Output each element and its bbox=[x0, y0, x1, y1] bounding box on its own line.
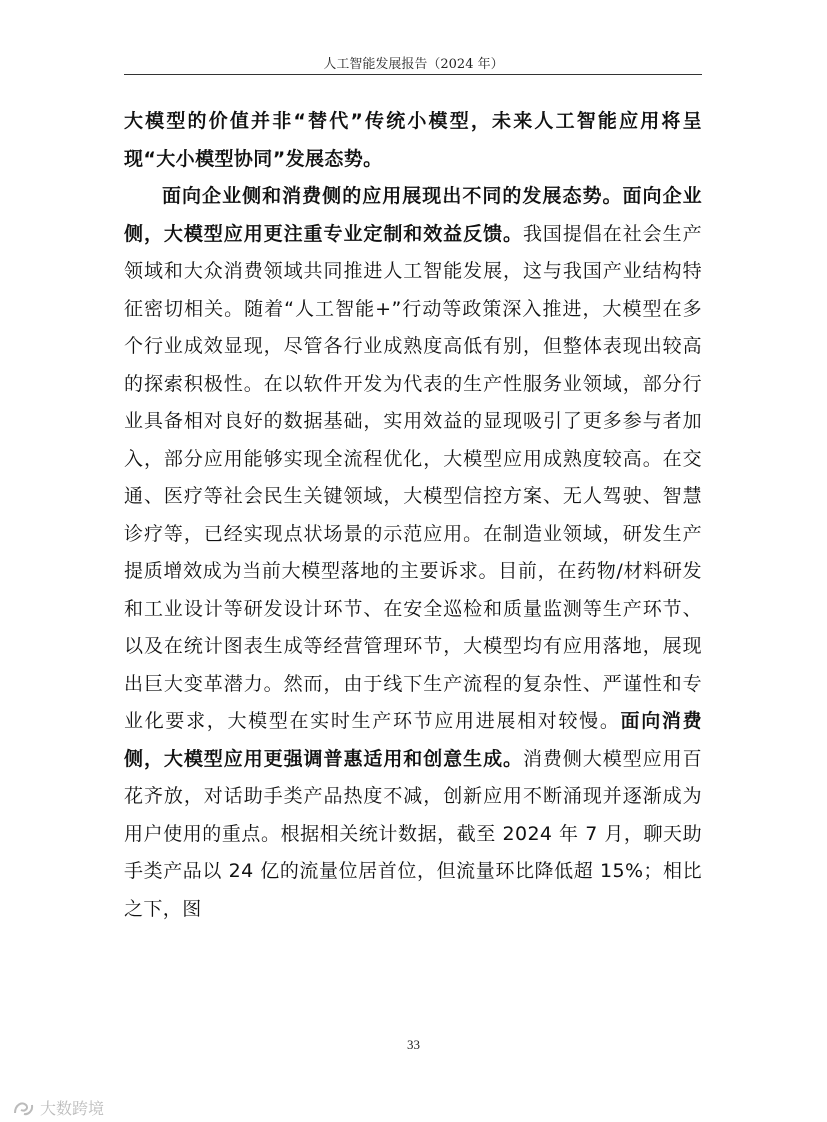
header-divider bbox=[124, 74, 702, 75]
brand-logo-icon bbox=[12, 1099, 36, 1117]
paragraph-2 bbox=[124, 178, 702, 928]
body-text-span: 消费侧大模型应用百花齐放，对话助手类产品热度不减，创新应用不断涌现并逐渐成为用户使用的重点。根据相关统计数据，截至 2024 年 7 月，聊天助手类产品以 24 亿的流量位居首位，但流量环比降低超 15%；相比之下，图 bbox=[124, 747, 702, 920]
body-text-span: 我国提倡在社会生产领域和大众消费领域共同推进人工智能发展，这与我国产业结构特征密切相关。随着“人工智能+”行动等政策深入推进，大模型在多个行业成效显现，尽管各行业成熟度高低有别，但整体表现出较高的探索积极性。在以软件开发为代表的生产性服务业领域，部分行业具备相对良好的数据基础，实用效益的显现吸引了更多参与者加入，部分应用能够实现全流程优化，大模型应用成熟度较高。在交通、医疗等社会民生关键领域，大模型信控方案、无人驾驶、智慧诊疗等，已经实现点状场景的示范应用。在制造业领域，研发生产提质增效成为当前大模型落地的主要诉求。目前，在药物/材料研发和工业设计等研发设计环节、在安全巡检和质量监测等生产环节、以及在统计图表生成等经营管理环节，大模型均有应用落地，展现出巨大变革潜力。然而，由于线下生产流程的复杂性、严谨性和专业化要求，大模型在实时生产环节应用进展相对较慢。 bbox=[124, 222, 702, 732]
paragraph-1 bbox=[124, 103, 702, 178]
bold-text: 面向消费侧，大模型应用更强调普惠适用和创意生成。 bbox=[124, 710, 702, 770]
watermark bbox=[12, 1096, 104, 1119]
body-text bbox=[124, 103, 702, 928]
bold-text: 面向企业侧和消费侧的应用展现出不同的发展态势。面向企业侧，大模型应用更注重专业定制和效益反馈。 bbox=[124, 185, 702, 245]
page-header: 人工智能发展报告（2024 年） bbox=[323, 57, 504, 72]
page-number: 33 bbox=[407, 1037, 420, 1052]
bold-text: 大模型的价值并非“替代”传统小模型，未来人工智能应用将呈现“大小模型协同”发展态势。 bbox=[124, 110, 702, 170]
watermark-text: 大数跨境 bbox=[40, 1099, 105, 1118]
